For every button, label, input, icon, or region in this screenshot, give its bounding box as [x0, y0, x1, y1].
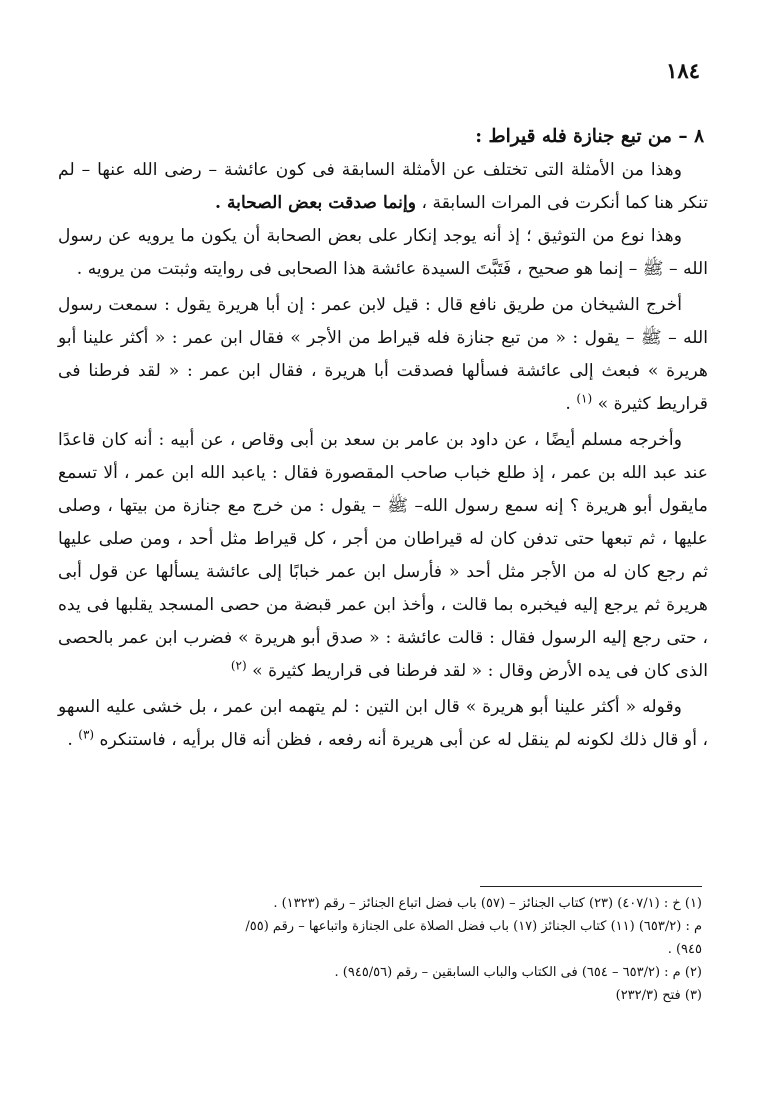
footnote-1-line-2: م : (٦٥٣/٢) (١١) كتاب الجنائز (١٧) باب فضل الصلاة على الجنازة واتباعها – رقم (٥٥/ [245, 919, 702, 934]
paragraph-4-text: وأخرجه مسلم أيضًا ، عن داود بن عامر بن سعد بن أبى وقاص ، عن أبيه : أنه كان قاعدًا عند عبد الله بن عمر ، إذ طلع خباب صاحب المقصورة فقال : ياعبد الله ابن عمر ، ألا تسمع مايقول أبو هريرة ؟ إنه سمع رسول الله– ﷺ – يقول : من خرج مع جنازة من بيتها ، وصلى عليها ، ثم تبعها حتى تدفن كان له قيراطان من أجر ، كل قيراط مثل أحد ، ومن صلى عليها ثم رجع كان له من الأجر مثل أحد « فأرسل ابن عمر خبابًا إلى عائشة يسألها عن قول أبى هريرة ثم يرجع إليه فيخبره بما قالت ، وأخذ ابن عمر قبضة من حصى المسجد يقلبها فى يده ، حتى رجع إليه الرسول فقال : قالت عائشة : « صدق أبو هريرة » فضرب ابن عمر بالحصى الذى كان فى يده الأرض وقال : « لقد فرطنا فى قراريط كثيرة » [58, 430, 708, 681]
footnote-ref-3: (٣) [78, 727, 95, 742]
main-text [58, 120, 708, 757]
paragraph-2: وهذا نوع من التوثيق ؛ إذ أنه يوجد إنكار على بعض الصحابة أن يكون ما يرويه عن رسول الله – ﷺ – إنما هو صحيح ، فَتَبَّتَ السيدة عائشة هذا الصحابى فى روايته وثبتت من يرويه . [58, 226, 708, 279]
section-heading: ٨ – من تبع جنازة فله قيراط : [475, 126, 704, 147]
page-number: ١٨٤ [666, 58, 700, 83]
paragraph-1 [58, 154, 708, 220]
paragraph-4 [58, 424, 708, 688]
footnote-divider [480, 886, 702, 887]
footnote-ref-2: (٢) [230, 658, 247, 673]
paragraph-5 [58, 691, 708, 757]
paragraph-3-text: أخرج الشيخان من طريق نافع قال : قيل لابن عمر : إن أبا هريرة يقول : سمعت رسول الله – ﷺ – يقول : « من تبع جنازة فله قيراط من الأجر » فقال ابن عمر : « أكثر علينا أبو هريرة » فبعث إلى عائشة فسألها فصدقت أبا هريرة ، فقال ابن عمر : « لقد فرطنا فى قراريط كثيرة » [58, 295, 708, 414]
paragraph-3: أخرج الشيخان من طريق نافع قال : قيل لابن عمر : إن أبا هريرة يقول : سمعت رسول الله – ﷺ – يقول : « من تبع جنازة فله قيراط من الأجر » فقال ابن عمر : « أكثر علينا أبو هريرة » فبعث إلى عائشة فسألها فصدقت أبا هريرة ، فقال ابن عمر : « لقد فرطنا فى قراريط كثيرة » $^{(١)}$ . [58, 295, 708, 414]
footnote-ref-1: (١) [576, 391, 593, 406]
paragraph-1-text: وهذا من الأمثلة التى تختلف عن الأمثلة السابقة فى كون عائشة – رضى الله عنها – لم تنكر هنا كما أنكرت فى المرات السابقة ، [58, 160, 708, 213]
paragraph-1-emphasis: وإنما صدقت بعض الصحابة . [214, 193, 417, 213]
paragraph-5-text: وقوله « أكثر علينا أبو هريرة » قال ابن التين : لم يتهمه ابن عمر ، بل خشى عليه السهو ، أو قال ذلك لكونه لم ينقل له عن أبى هريرة أنه رفعه ، فظن أنه قال برأيه ، فاستنكره [58, 697, 708, 750]
paragraph-5-end: . [67, 730, 79, 750]
footnote-3: (٣) فتح (٢٣٢/٣) [615, 988, 702, 1003]
footnote-2: (٢) م : (٦٥٣/٢ – ٦٥٤) فى الكتاب والباب السابقين – رقم (٩٤٥/٥٦) . [334, 965, 702, 980]
footnote-1-line-1: (١) خ : (٤٠٧/١) (٢٣) كتاب الجنائز – (٥٧) باب فضل اتباع الجنائز – رقم (١٣٢٣) . [273, 896, 702, 911]
footnote-1-line-3: ٩٤٥) . [667, 942, 702, 957]
footnotes [52, 892, 702, 1007]
